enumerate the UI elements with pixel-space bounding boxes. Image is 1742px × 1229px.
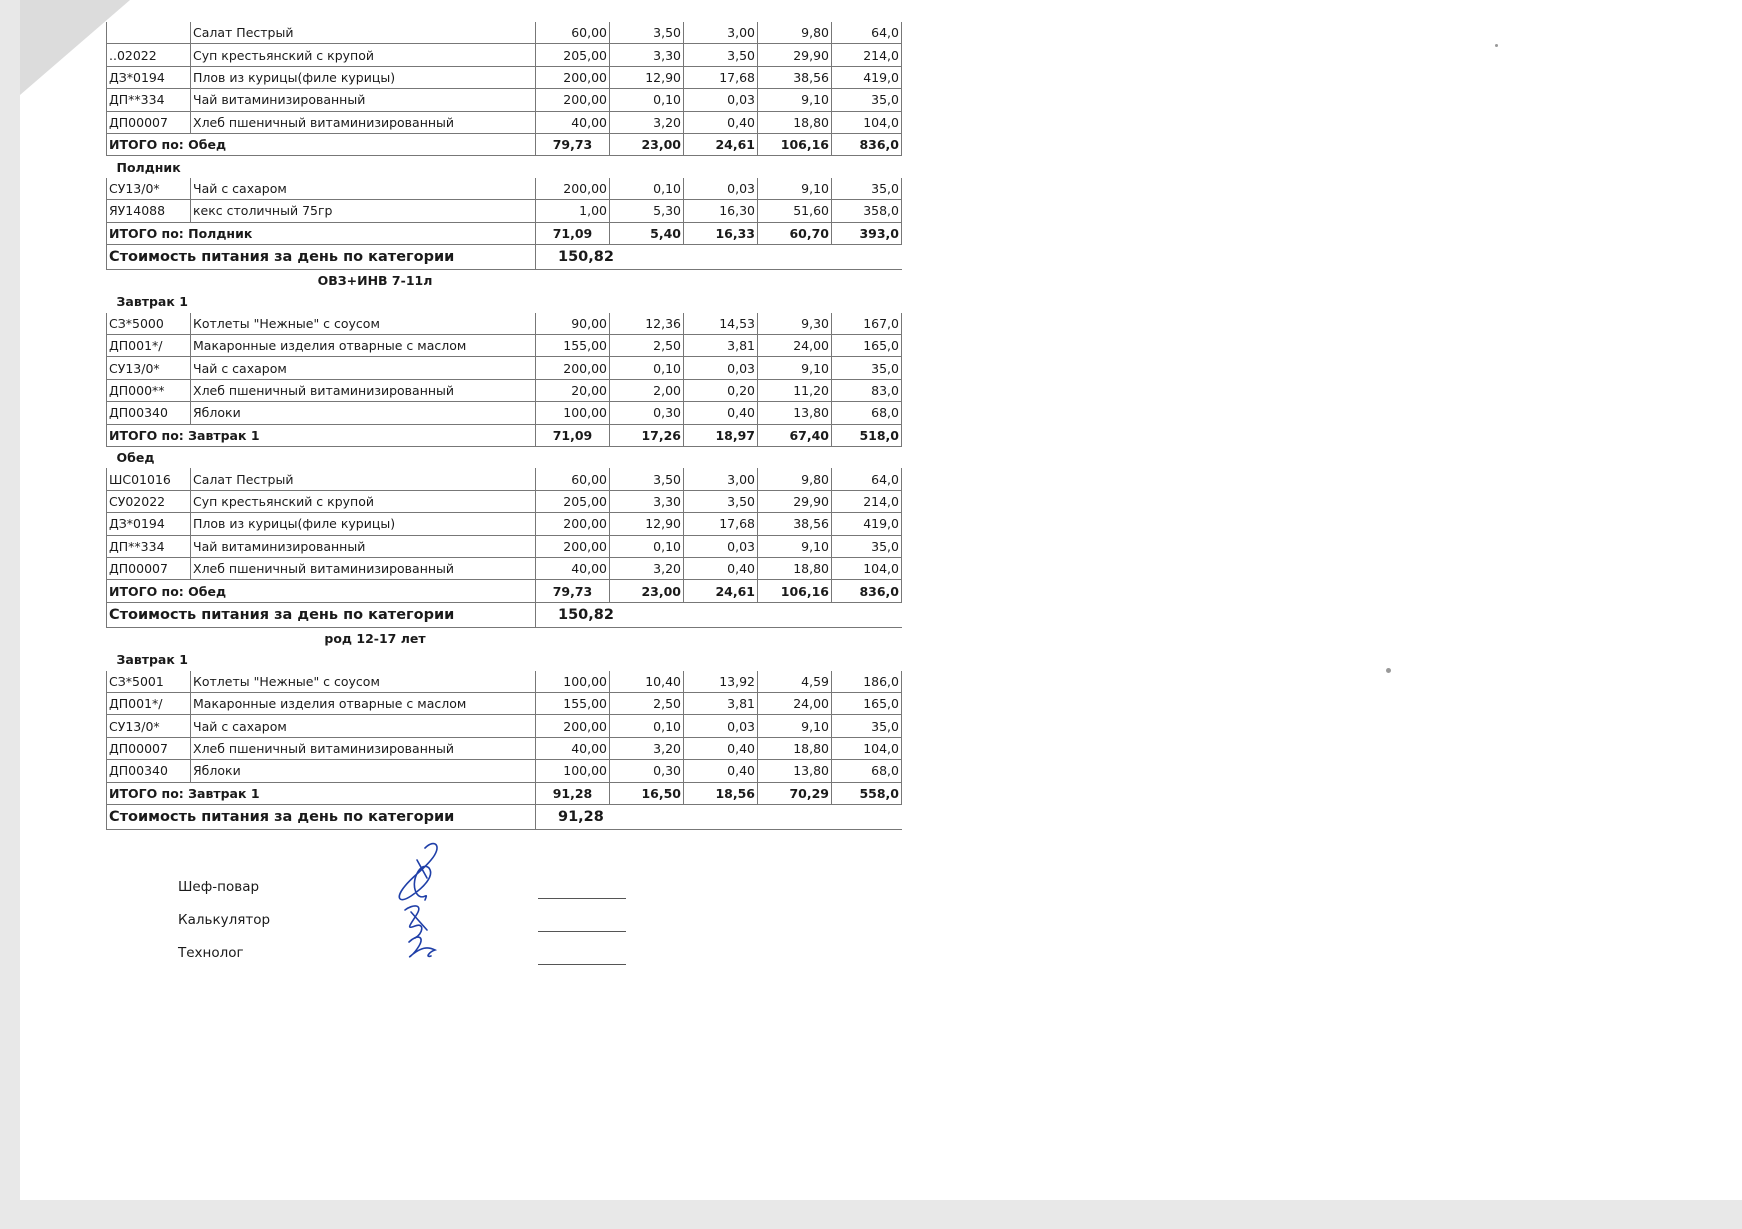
table-row [107, 111, 902, 133]
item-value: 0,40 [684, 402, 758, 424]
item-value: 200,00 [536, 357, 610, 379]
item-code: СЗ*5001 [107, 671, 191, 693]
item-value: 3,20 [610, 111, 684, 133]
subtotal-value: 16,50 [610, 782, 684, 804]
item-name: Яблоки [191, 402, 536, 424]
subtotal-value: 17,26 [610, 424, 684, 446]
meal-section-label: Завтрак 1 [116, 652, 188, 668]
subtotal-value: 393,0 [832, 222, 902, 244]
item-value: 9,10 [758, 89, 832, 111]
item-name: Хлеб пшеничный витаминизированный [191, 111, 536, 133]
item-value: 3,50 [684, 44, 758, 66]
subtotal-value: 836,0 [832, 133, 902, 155]
meal-section-heading [107, 649, 902, 670]
table-row [107, 335, 902, 357]
item-value: 3,81 [684, 692, 758, 714]
item-value: 104,0 [832, 557, 902, 579]
item-value: 11,20 [758, 379, 832, 401]
item-value: 165,0 [832, 692, 902, 714]
chef-sign-row [178, 870, 270, 903]
item-value: 83,0 [832, 379, 902, 401]
item-value: 205,00 [536, 490, 610, 512]
item-value: 200,00 [536, 535, 610, 557]
item-value: 0,40 [684, 557, 758, 579]
menu-table-body [107, 22, 902, 829]
item-value: 3,00 [684, 22, 758, 44]
item-code [107, 22, 191, 44]
item-code: СУ13/0* [107, 357, 191, 379]
table-row [107, 535, 902, 557]
subtotal-value: 24,61 [684, 580, 758, 602]
item-value: 3,20 [610, 557, 684, 579]
item-code: СЗ*5000 [107, 313, 191, 335]
subtotal-label: ИТОГО по: Полдник [107, 222, 536, 244]
meal-section-label: Полдник [116, 159, 181, 175]
subtotal-value: 16,33 [684, 222, 758, 244]
item-value: 3,30 [610, 490, 684, 512]
item-value: 60,00 [536, 22, 610, 44]
subtotal-row [107, 782, 902, 804]
item-value: 3,81 [684, 335, 758, 357]
item-code: СУ02022 [107, 490, 191, 512]
table-row [107, 671, 902, 693]
table-row [107, 737, 902, 759]
subtotal-value: 106,16 [758, 133, 832, 155]
item-value: 35,0 [832, 178, 902, 200]
item-value: 12,36 [610, 313, 684, 335]
subtotal-value: 70,29 [758, 782, 832, 804]
item-value: 200,00 [536, 89, 610, 111]
item-value: 60,00 [536, 468, 610, 490]
item-value: 5,30 [610, 200, 684, 222]
item-value: 24,00 [758, 692, 832, 714]
item-value: 9,10 [758, 715, 832, 737]
item-value: 4,59 [758, 671, 832, 693]
item-value: 17,68 [684, 513, 758, 535]
item-value: 40,00 [536, 737, 610, 759]
item-value: 0,03 [684, 89, 758, 111]
item-value: 100,00 [536, 402, 610, 424]
item-value: 29,90 [758, 490, 832, 512]
table-row [107, 44, 902, 66]
item-value: 38,56 [758, 513, 832, 535]
calculator-label: Калькулятор [178, 911, 271, 928]
item-name: Плов из курицы(филе курицы) [191, 66, 536, 88]
item-value: 16,30 [684, 200, 758, 222]
subtotal-value: 18,97 [684, 424, 758, 446]
item-name: Макаронные изделия отварные с маслом [191, 335, 536, 357]
item-value: 0,10 [610, 178, 684, 200]
item-value: 3,00 [684, 468, 758, 490]
item-value: 0,03 [684, 178, 758, 200]
item-code: ЯУ14088 [107, 200, 191, 222]
item-value: 419,0 [832, 513, 902, 535]
table-row [107, 692, 902, 714]
item-value: 2,00 [610, 379, 684, 401]
item-value: 29,90 [758, 44, 832, 66]
category-heading [107, 269, 902, 291]
speck [1495, 44, 1498, 47]
item-value: 18,80 [758, 557, 832, 579]
item-name: Яблоки [191, 760, 536, 782]
table-row [107, 402, 902, 424]
item-value: 9,80 [758, 468, 832, 490]
table-row [107, 715, 902, 737]
item-value: 12,90 [610, 513, 684, 535]
item-name: Чай витаминизированный [191, 535, 536, 557]
item-value: 200,00 [536, 715, 610, 737]
item-code: ДП00007 [107, 557, 191, 579]
item-value: 200,00 [536, 513, 610, 535]
item-value: 165,0 [832, 335, 902, 357]
meal-section-heading [107, 447, 902, 469]
item-value: 64,0 [832, 468, 902, 490]
item-code: ДЗ*0194 [107, 513, 191, 535]
item-value: 0,03 [684, 357, 758, 379]
daily-cost-label: Стоимость питания за день по категории [107, 804, 536, 829]
subtotal-value: 518,0 [832, 424, 902, 446]
item-value: 68,0 [832, 760, 902, 782]
table-row [107, 22, 902, 44]
item-name: Чай витаминизированный [191, 89, 536, 111]
item-value: 358,0 [832, 200, 902, 222]
item-value: 3,50 [684, 490, 758, 512]
item-code: ДП00340 [107, 402, 191, 424]
subtotal-value: 79,73 [536, 133, 610, 155]
subtotal-row [107, 580, 902, 602]
item-value: 0,40 [684, 737, 758, 759]
speck [1386, 668, 1391, 673]
item-name: Салат Пестрый [191, 22, 536, 44]
item-name: Макаронные изделия отварные с маслом [191, 692, 536, 714]
daily-cost-filler [684, 804, 902, 829]
item-name: Хлеб пшеничный витаминизированный [191, 737, 536, 759]
item-value: 104,0 [832, 111, 902, 133]
item-value: 104,0 [832, 737, 902, 759]
subtotal-value: 23,00 [610, 580, 684, 602]
subtotal-value: 558,0 [832, 782, 902, 804]
table-row [107, 557, 902, 579]
item-code: СУ13/0* [107, 715, 191, 737]
table-row [107, 357, 902, 379]
item-name: Чай с сахаром [191, 715, 536, 737]
subtotal-label: ИТОГО по: Обед [107, 133, 536, 155]
item-value: 20,00 [536, 379, 610, 401]
category-heading [107, 627, 902, 649]
daily-cost-filler [684, 602, 902, 627]
item-value: 13,80 [758, 760, 832, 782]
subtotal-value: 91,28 [536, 782, 610, 804]
item-value: 40,00 [536, 557, 610, 579]
table-row [107, 178, 902, 200]
item-name: Суп крестьянский с крупой [191, 44, 536, 66]
item-code: СУ13/0* [107, 178, 191, 200]
item-code: ДП00007 [107, 111, 191, 133]
item-name: Суп крестьянский с крупой [191, 490, 536, 512]
item-name: Котлеты "Нежные" с соусом [191, 671, 536, 693]
item-value: 3,50 [610, 468, 684, 490]
item-value: 0,30 [610, 402, 684, 424]
item-value: 38,56 [758, 66, 832, 88]
table-row [107, 490, 902, 512]
item-value: 35,0 [832, 535, 902, 557]
chef-label: Шеф-повар [178, 878, 260, 895]
signatures-block [178, 870, 270, 969]
item-value: 3,30 [610, 44, 684, 66]
handwritten-signatures [365, 838, 485, 968]
item-value: 9,10 [758, 178, 832, 200]
meal-section-label: Завтрак 1 [116, 294, 188, 310]
item-name: Хлеб пшеничный витаминизированный [191, 379, 536, 401]
item-value: 205,00 [536, 44, 610, 66]
item-value: 13,80 [758, 402, 832, 424]
subtotal-value: 836,0 [832, 580, 902, 602]
table-row [107, 379, 902, 401]
item-value: 64,0 [832, 22, 902, 44]
daily-cost-row [107, 804, 902, 829]
item-name: Котлеты "Нежные" с соусом [191, 313, 536, 335]
item-value: 214,0 [832, 490, 902, 512]
item-value: 100,00 [536, 671, 610, 693]
item-value: 214,0 [832, 44, 902, 66]
subtotal-label: ИТОГО по: Обед [107, 580, 536, 602]
item-code: ДП000** [107, 379, 191, 401]
subtotal-label: ИТОГО по: Завтрак 1 [107, 782, 536, 804]
item-name: Салат Пестрый [191, 468, 536, 490]
item-code: ДП**334 [107, 535, 191, 557]
daily-cost-label: Стоимость питания за день по категории [107, 244, 536, 269]
item-code: ШС01016 [107, 468, 191, 490]
item-value: 17,68 [684, 66, 758, 88]
item-value: 0,10 [610, 715, 684, 737]
item-value: 155,00 [536, 335, 610, 357]
item-code: ДП001*/ [107, 335, 191, 357]
item-value: 51,60 [758, 200, 832, 222]
item-value: 155,00 [536, 692, 610, 714]
subtotal-row [107, 222, 902, 244]
item-value: 2,50 [610, 692, 684, 714]
item-value: 35,0 [832, 357, 902, 379]
item-value: 0,10 [610, 357, 684, 379]
category-label: ОВЗ+ИНВ 7-11л [317, 273, 433, 289]
daily-cost-value: 91,28 [536, 804, 684, 829]
item-value: 14,53 [684, 313, 758, 335]
table-row [107, 513, 902, 535]
item-value: 0,03 [684, 715, 758, 737]
item-value: 68,0 [832, 402, 902, 424]
table-row [107, 200, 902, 222]
item-value: 9,10 [758, 357, 832, 379]
item-value: 12,90 [610, 66, 684, 88]
technologist-sign-row [178, 936, 270, 969]
item-value: 1,00 [536, 200, 610, 222]
subtotal-value: 67,40 [758, 424, 832, 446]
technologist-sign-line [538, 964, 626, 965]
daily-cost-row [107, 244, 902, 269]
meal-section-label: Обед [116, 450, 155, 466]
subtotal-value: 5,40 [610, 222, 684, 244]
item-value: 0,03 [684, 535, 758, 557]
item-value: 3,20 [610, 737, 684, 759]
subtotal-value: 60,70 [758, 222, 832, 244]
item-value: 9,30 [758, 313, 832, 335]
menu-table [106, 22, 902, 830]
meal-section-heading [107, 156, 902, 178]
item-name: Плов из курицы(филе курицы) [191, 513, 536, 535]
item-value: 0,30 [610, 760, 684, 782]
table-row [107, 66, 902, 88]
chef-sign-line [538, 898, 626, 899]
calculator-sign-line [538, 931, 626, 932]
item-value: 3,50 [610, 22, 684, 44]
item-value: 9,10 [758, 535, 832, 557]
technologist-label: Технолог [178, 944, 244, 961]
calculator-sign-row [178, 903, 270, 936]
menu-sheet [106, 22, 901, 830]
item-value: 90,00 [536, 313, 610, 335]
subtotal-value: 71,09 [536, 424, 610, 446]
subtotal-row [107, 424, 902, 446]
table-row [107, 468, 902, 490]
item-value: 35,0 [832, 715, 902, 737]
item-value: 35,0 [832, 89, 902, 111]
subtotal-value: 71,09 [536, 222, 610, 244]
item-value: 419,0 [832, 66, 902, 88]
daily-cost-label: Стоимость питания за день по категории [107, 602, 536, 627]
item-value: 2,50 [610, 335, 684, 357]
item-value: 0,40 [684, 760, 758, 782]
table-row [107, 760, 902, 782]
item-code: ДП00340 [107, 760, 191, 782]
subtotal-value: 23,00 [610, 133, 684, 155]
subtotal-row [107, 133, 902, 155]
daily-cost-value: 150,82 [536, 602, 684, 627]
category-label: род 12-17 лет [324, 630, 426, 646]
item-value: 40,00 [536, 111, 610, 133]
table-row [107, 89, 902, 111]
item-value: 200,00 [536, 178, 610, 200]
item-value: 9,80 [758, 22, 832, 44]
daily-cost-row [107, 602, 902, 627]
item-value: 0,10 [610, 535, 684, 557]
item-name: Хлеб пшеничный витаминизированный [191, 557, 536, 579]
item-code: ДП00007 [107, 737, 191, 759]
item-value: 18,80 [758, 111, 832, 133]
subtotal-value: 18,56 [684, 782, 758, 804]
item-value: 167,0 [832, 313, 902, 335]
subtotal-label: ИТОГО по: Завтрак 1 [107, 424, 536, 446]
meal-section-heading [107, 291, 902, 312]
item-value: 13,92 [684, 671, 758, 693]
item-value: 100,00 [536, 760, 610, 782]
item-code: ДП001*/ [107, 692, 191, 714]
paper-sheet [20, 0, 1742, 1200]
item-name: Чай с сахаром [191, 357, 536, 379]
subtotal-value: 106,16 [758, 580, 832, 602]
item-code: ДП**334 [107, 89, 191, 111]
subtotal-value: 79,73 [536, 580, 610, 602]
daily-cost-filler [684, 244, 902, 269]
item-value: 200,00 [536, 66, 610, 88]
item-value: 18,80 [758, 737, 832, 759]
item-code: ..02022 [107, 44, 191, 66]
item-value: 186,0 [832, 671, 902, 693]
item-value: 10,40 [610, 671, 684, 693]
item-code: ДЗ*0194 [107, 66, 191, 88]
daily-cost-value: 150,82 [536, 244, 684, 269]
table-row [107, 313, 902, 335]
item-value: 24,00 [758, 335, 832, 357]
item-name: кекс столичный 75гр [191, 200, 536, 222]
item-value: 0,20 [684, 379, 758, 401]
item-value: 0,40 [684, 111, 758, 133]
item-name: Чай с сахаром [191, 178, 536, 200]
subtotal-value: 24,61 [684, 133, 758, 155]
item-value: 0,10 [610, 89, 684, 111]
